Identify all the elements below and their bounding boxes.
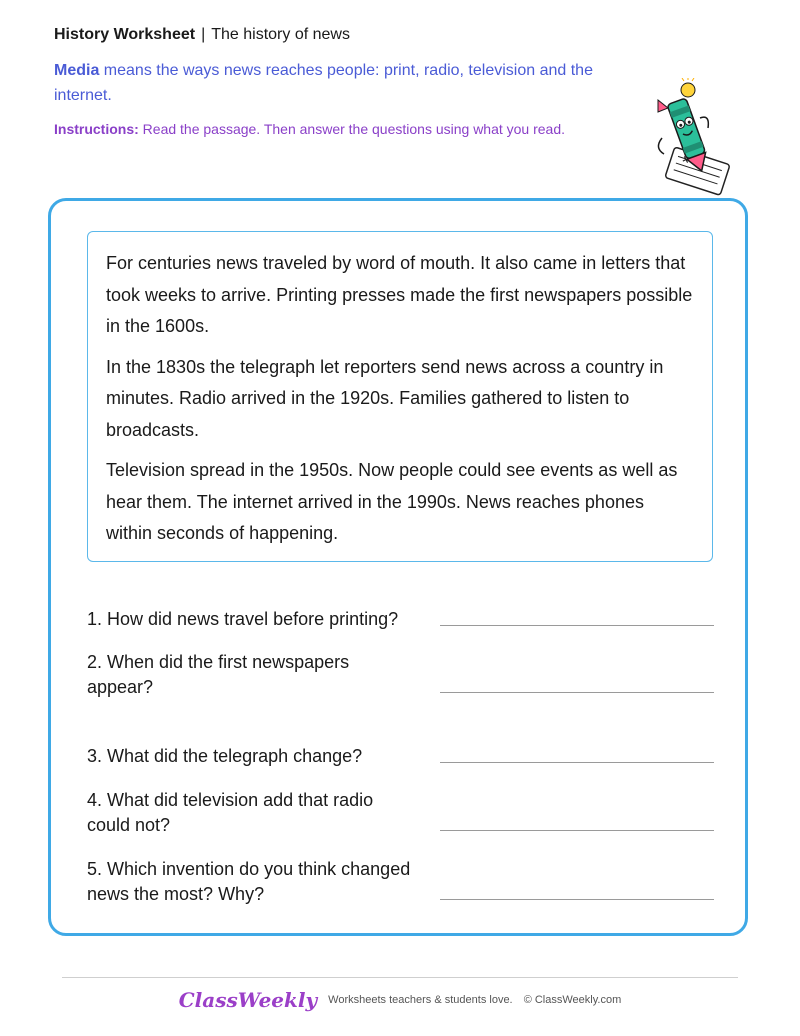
- header-separator: |: [201, 26, 206, 43]
- footer-copyright: © ClassWeekly.com: [523, 994, 622, 1006]
- question-1: 1. How did news travel before printing?: [87, 609, 399, 629]
- answer-line-2[interactable]: [440, 692, 714, 693]
- question-4: 4. What did television add that radio could not?: [87, 790, 374, 835]
- answer-line-5[interactable]: [440, 899, 714, 900]
- definition-term: Media: [54, 62, 100, 79]
- instructions: [54, 118, 594, 140]
- question-2: 2. When did the first newspapers appear?: [87, 652, 350, 697]
- definition-text: means the ways news reaches people: print, radio, television and the internet.: [54, 62, 593, 104]
- answer-line-1[interactable]: [440, 625, 714, 626]
- brand-logo: ClassWeekly: [178, 988, 318, 1012]
- crayon-mascot-icon: [640, 78, 740, 198]
- instructions-lead: Instructions:: [54, 121, 139, 137]
- passage-paragraph: For centuries news traveled by word of mouth. It also came in letters that took weeks to arrive. Printing presses made the first newspapers possible in the 1600s.: [106, 253, 693, 336]
- footer-tagline: Worksheets teachers & students love.: [328, 994, 513, 1006]
- question-3: 3. What did the telegraph change?: [87, 746, 363, 766]
- footer: [0, 988, 800, 1012]
- worksheet-subject: History Worksheet: [54, 26, 196, 43]
- worksheet-topic: The history of news: [211, 26, 350, 43]
- passage-paragraph: Television spread in the 1950s. Now people could see events as well as hear them. The internet arrived in the 1990s. News reaches phones within seconds of happening.: [106, 460, 678, 543]
- footer-divider: [62, 977, 738, 978]
- answer-line-4[interactable]: [440, 830, 714, 831]
- instructions-text: Read the passage. Then answer the questions using what you read.: [138, 121, 566, 137]
- reading-passage: [87, 231, 713, 562]
- answer-line-3[interactable]: [440, 762, 714, 763]
- worksheet-header: [54, 26, 350, 44]
- question-5: 5. Which invention do you think changed news the most? Why?: [87, 859, 411, 904]
- passage-paragraph: In the 1830s the telegraph let reporters send news across a country in minutes. Radio arrived in the 1920s. Families gathered to listen to broadcasts.: [106, 356, 664, 440]
- media-definition: [54, 58, 594, 108]
